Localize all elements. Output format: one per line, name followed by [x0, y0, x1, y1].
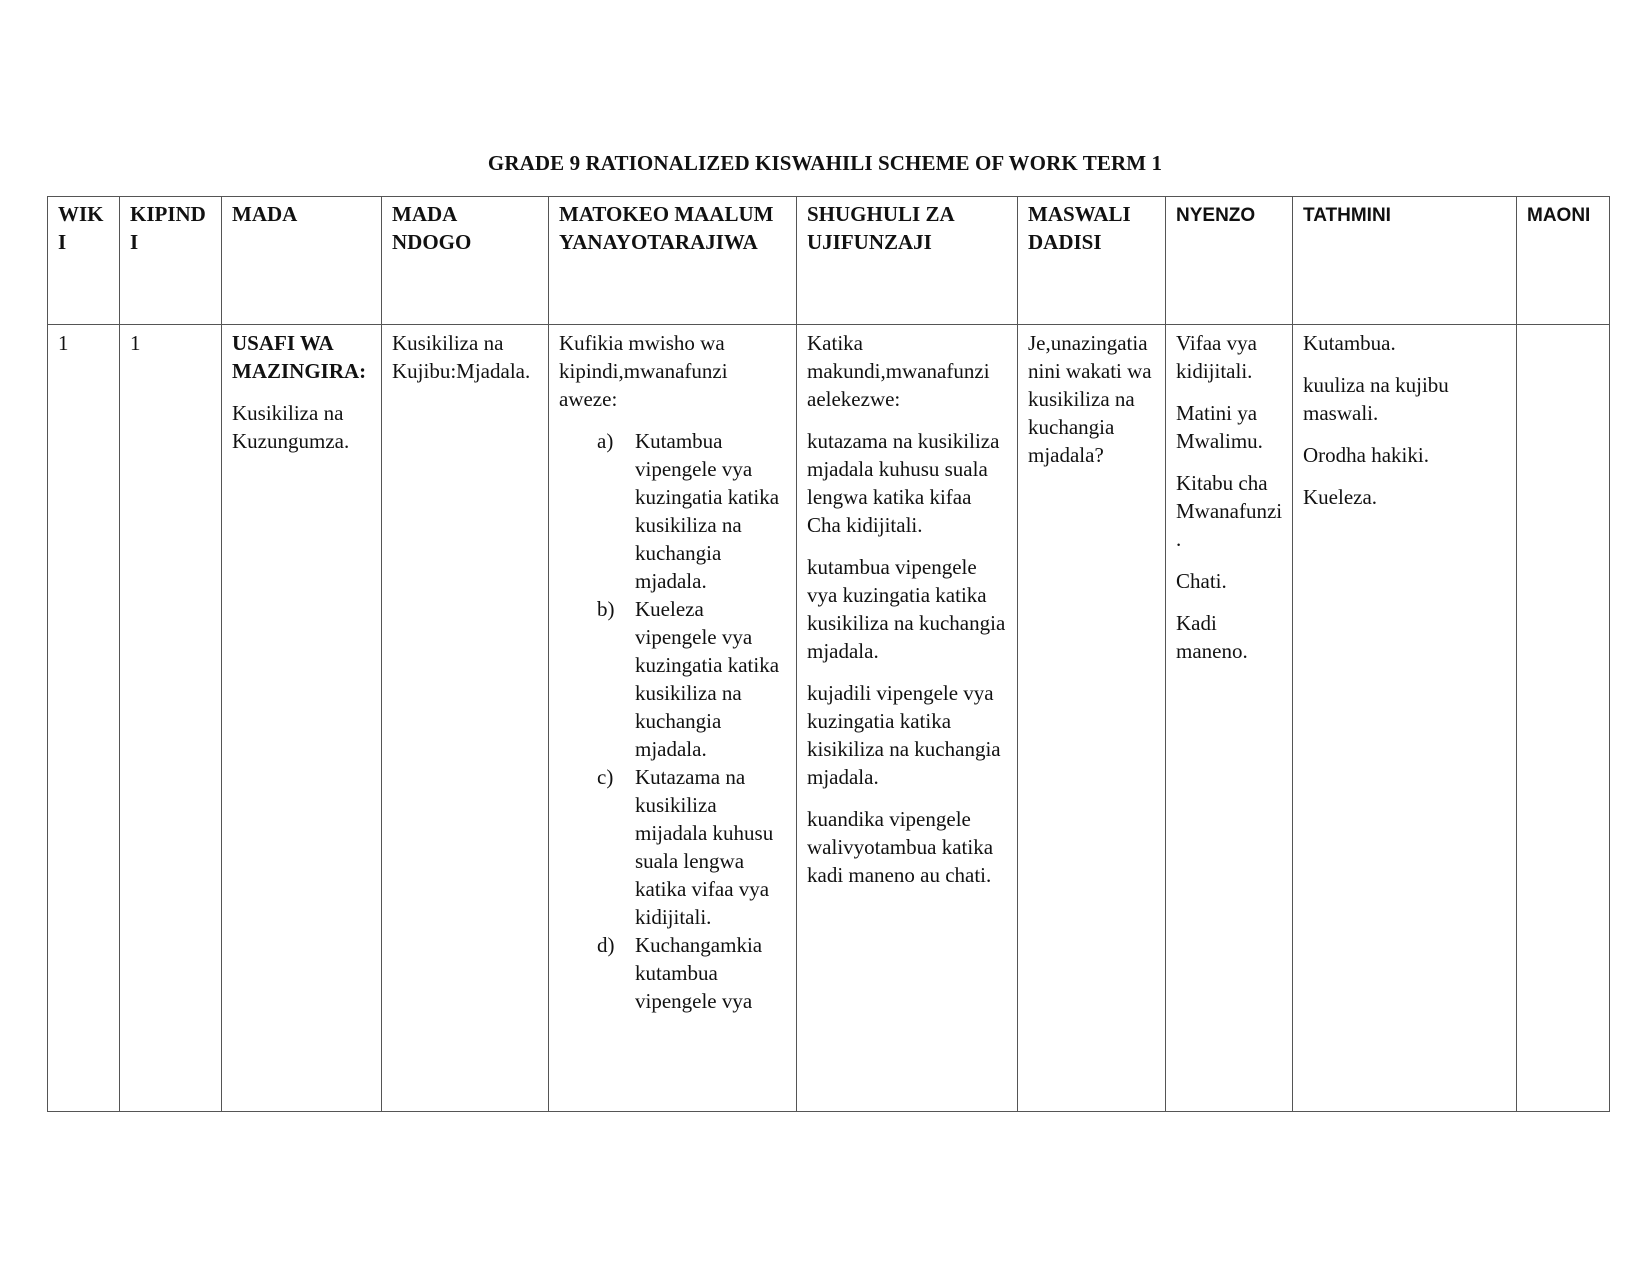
- objectives-list: [559, 427, 788, 1015]
- cell-wiki: 1: [48, 325, 120, 1112]
- header-matokeo: MATOKEO MAALUM YANAYOTARAJIWA: [549, 197, 797, 325]
- nyenzo-item: Chati.: [1176, 569, 1227, 593]
- objective-text: Kuchangamkia kutambua vipengele vya: [635, 933, 763, 1013]
- nyenzo-item: Kadi maneno.: [1176, 611, 1248, 663]
- cell-maoni: [1517, 325, 1610, 1112]
- header-shughuli: SHUGHULI ZA UJIFUNZAJI: [797, 197, 1018, 325]
- tathmini-item: Orodha hakiki.: [1303, 443, 1429, 467]
- nyenzo-item: Vifaa vya kidijitali.: [1176, 331, 1257, 383]
- list-item: [597, 931, 788, 1015]
- shughuli-item: Katika makundi,mwanafunzi aelekezwe:: [807, 331, 990, 411]
- header-mada: MADA: [222, 197, 382, 325]
- list-marker: a): [597, 429, 614, 453]
- shughuli-item: kutambua vipengele vya kuzingatia katika kusikiliza na kuchangia mjadala.: [807, 555, 1006, 663]
- list-marker: d): [597, 933, 615, 957]
- cell-nyenzo: [1166, 325, 1293, 1112]
- shughuli-item: kutazama na kusikiliza mjadala kuhusu suala lengwa katika kifaa Cha kidijitali.: [807, 429, 1000, 537]
- header-tathmini: TATHMINI: [1293, 197, 1517, 325]
- cell-mada: [222, 325, 382, 1112]
- list-item: [597, 427, 788, 595]
- cell-matokeo: [549, 325, 797, 1112]
- mada-subtitle: Kusikiliza na Kuzungumza.: [232, 401, 350, 453]
- nyenzo-item: Matini ya Mwalimu.: [1176, 401, 1263, 453]
- scheme-of-work-table: [47, 196, 1610, 1112]
- list-item: [597, 763, 788, 931]
- table-row: [48, 325, 1610, 1112]
- cell-kipindi: 1: [120, 325, 222, 1112]
- header-wiki: WIKI: [48, 197, 120, 325]
- objective-text: Kutambua vipengele vya kuzingatia katika kusikiliza na kuchangia mjadala.: [635, 429, 780, 593]
- tathmini-item: kuuliza na kujibu maswali.: [1303, 373, 1449, 425]
- tathmini-item: Kueleza.: [1303, 485, 1378, 509]
- cell-tathmini: [1293, 325, 1517, 1112]
- document-title: GRADE 9 RATIONALIZED KISWAHILI SCHEME OF WORK TERM 1: [487, 151, 1163, 175]
- cell-shughuli: [797, 325, 1018, 1112]
- list-item: [597, 595, 788, 763]
- list-marker: b): [597, 597, 615, 621]
- header-nyenzo: NYENZO: [1166, 197, 1293, 325]
- shughuli-item: kuandika vipengele walivyotambua katika kadi maneno au chati.: [807, 807, 994, 887]
- header-maswali: MASWALI DADISI: [1018, 197, 1166, 325]
- mada-title: USAFI WA MAZINGIRA:: [232, 331, 367, 383]
- header-row: [48, 197, 1610, 325]
- header-maoni: MAONI: [1517, 197, 1610, 325]
- header-kipindi: KIPINDI: [120, 197, 222, 325]
- header-mada-ndogo: MADA NDOGO: [382, 197, 549, 325]
- cell-mada-ndogo: Kusikiliza na Kujibu:Mjadala.: [382, 325, 549, 1112]
- tathmini-item: Kutambua.: [1303, 331, 1396, 355]
- cell-maswali: Je,unazingatia nini wakati wa kusikiliza na kuchangia mjadala?: [1018, 325, 1166, 1112]
- nyenzo-item: Kitabu cha Mwanafunzi.: [1176, 471, 1283, 551]
- matokeo-intro: Kufikia mwisho wa kipindi,mwanafunzi aweze:: [559, 331, 728, 411]
- objective-text: Kueleza vipengele vya kuzingatia katika kusikiliza na kuchangia mjadala.: [635, 597, 780, 761]
- objective-text: Kutazama na kusikiliza mijadala kuhusu suala lengwa katika vifaa vya kidijitali.: [635, 765, 774, 929]
- shughuli-item: kujadili vipengele vya kuzingatia katika kisikiliza na kuchangia mjadala.: [807, 681, 1001, 789]
- list-marker: c): [597, 765, 614, 789]
